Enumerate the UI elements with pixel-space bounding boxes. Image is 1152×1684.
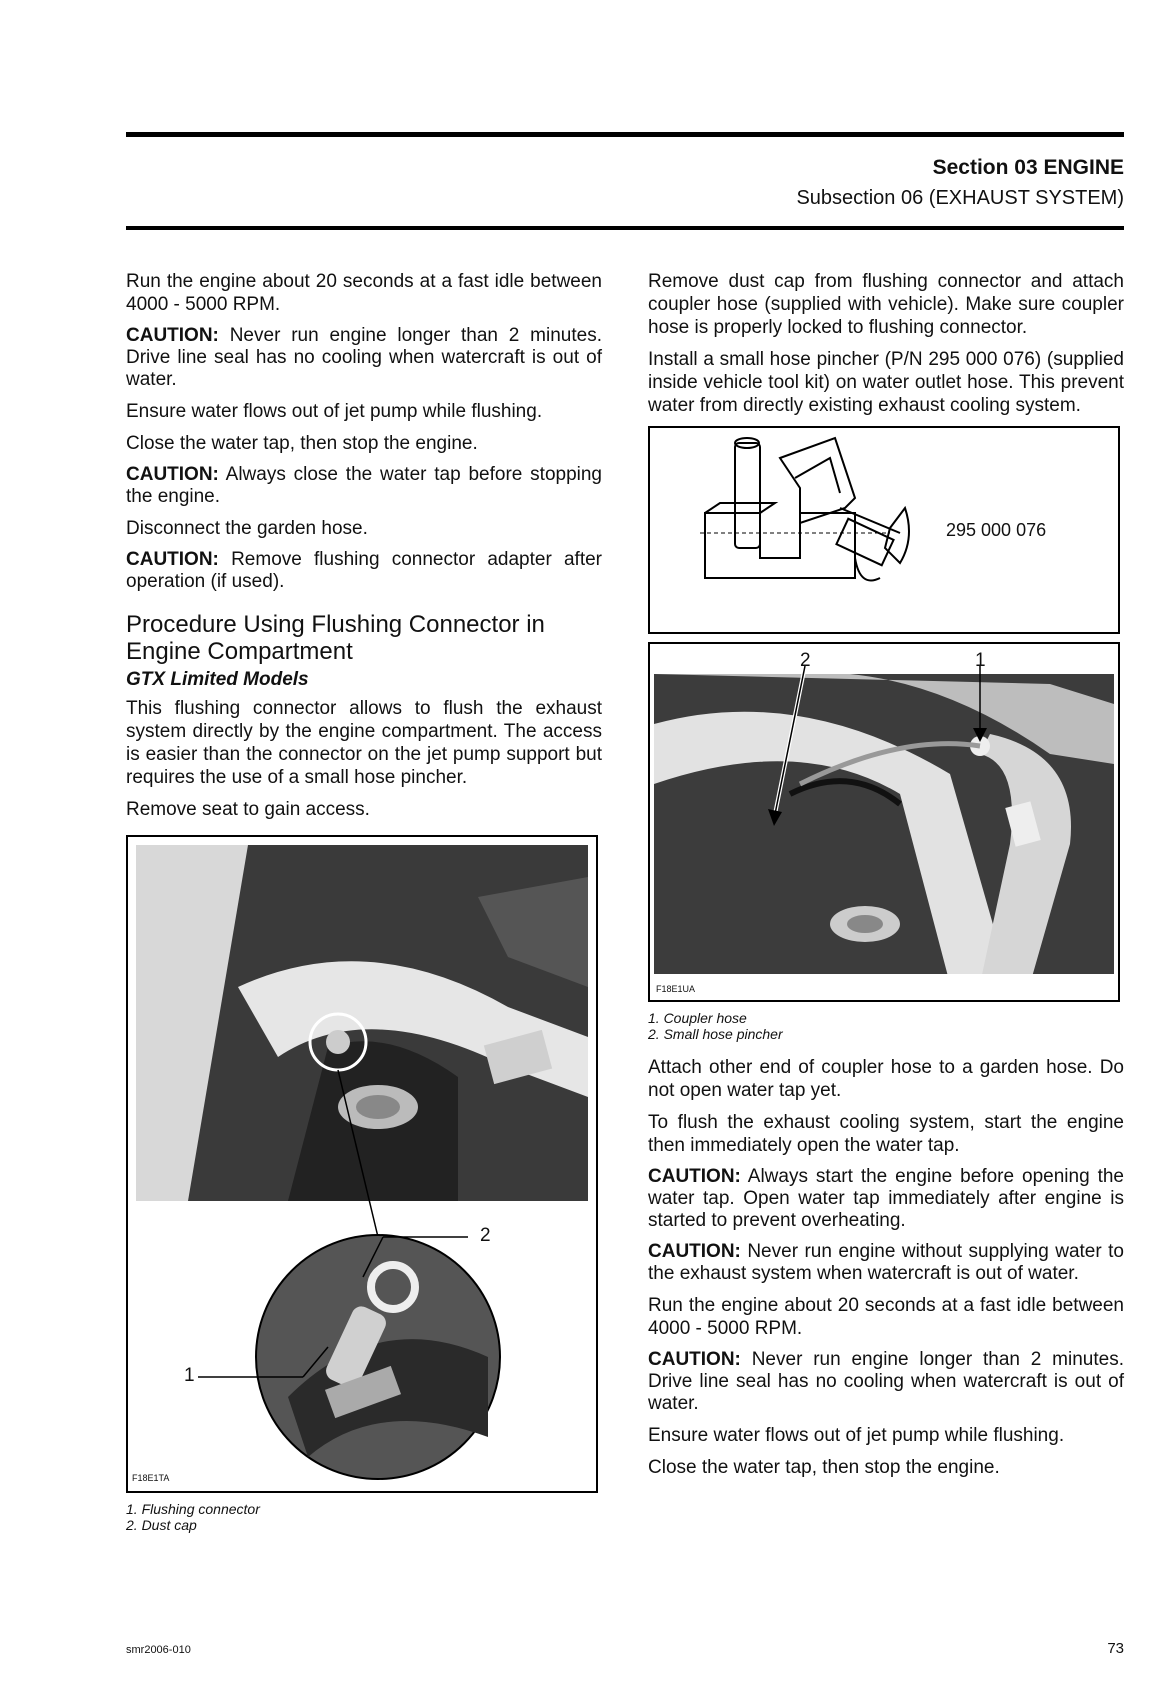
caution-text: Never run engine without supplying water to the exhaust system when watercraft is out of water.	[648, 1241, 1124, 1284]
caution-text: Never run engine longer than 2 minutes. Drive line seal has no cooling when watercraft is out of water.	[126, 325, 602, 390]
figure-callout-1: 1	[975, 650, 986, 671]
header-bottom-rule	[126, 226, 1124, 230]
paragraph: Close the water tap, then stop the engine.	[126, 433, 478, 454]
page-number: 73	[1107, 1640, 1124, 1657]
paragraph: Run the engine about 20 seconds at a fast idle between 4000 - 5000 RPM.	[648, 1295, 1124, 1339]
figure-legend	[126, 1501, 602, 1533]
caution-text: Always close the water tap before stopping the engine.	[126, 464, 602, 507]
caution-note	[648, 1166, 1124, 1232]
figure-legend	[648, 1010, 1124, 1042]
caution-text: Never run engine longer than 2 minutes. Drive line seal has no cooling when watercraft is out of water.	[648, 1349, 1124, 1414]
figure-callout-2: 2	[800, 650, 811, 671]
coupler-hose-figure	[648, 642, 1120, 1002]
document-code: smr2006-010	[126, 1644, 191, 1656]
header-top-rule	[126, 132, 1124, 137]
paragraph: Install a small hose pincher (P/N 295 000 076) (supplied inside vehicle tool kit) on water outlet hose. This prevent water from directly existing exhaust cooling system.	[648, 349, 1124, 416]
paragraph: Run the engine about 20 seconds at a fast idle between 4000 - 5000 RPM.	[126, 271, 602, 315]
caution-label: CAUTION:	[648, 1241, 741, 1262]
procedure-heading: Procedure Using Flushing Connector in Engine Compartment	[126, 611, 545, 665]
legend-item: 2. Small hose pincher	[648, 1026, 783, 1042]
flushing-connector-figure	[126, 835, 598, 1493]
hose-pincher-figure	[648, 426, 1120, 634]
paragraph: Disconnect the garden hose.	[126, 518, 368, 539]
paragraph: Ensure water flows out of jet pump while flushing.	[648, 1425, 1065, 1446]
paragraph: Ensure water flows out of jet pump while flushing.	[126, 401, 543, 422]
engine-compartment-photo	[128, 837, 596, 1491]
models-subheading: GTX Limited Models	[126, 669, 309, 690]
paragraph: To flush the exhaust cooling system, start the engine then immediately open the water tap.	[648, 1112, 1124, 1156]
caution-label: CAUTION:	[648, 1166, 741, 1187]
caution-label: CAUTION:	[648, 1349, 741, 1370]
caution-label: CAUTION:	[126, 325, 219, 346]
legend-item: 1. Flushing connector	[126, 1501, 260, 1517]
caution-note	[126, 549, 602, 593]
tool-part-number: 295 000 076	[946, 520, 1047, 540]
paragraph: Close the water tap, then stop the engine.	[648, 1457, 1000, 1478]
legend-item: 1. Coupler hose	[648, 1010, 747, 1026]
figure-callout-1: 1	[184, 1365, 195, 1386]
caution-label: CAUTION:	[126, 464, 219, 485]
figure-code: F18E1UA	[656, 984, 696, 994]
left-column	[126, 270, 602, 1547]
caution-note	[648, 1349, 1124, 1415]
hose-pincher-drawing	[650, 428, 1118, 632]
paragraph: This flushing connector allows to flush the exhaust system directly by the engine compartment. The access is easier than the connector on the jet pump support but requires the use of a small hose pincher.	[126, 698, 602, 788]
caution-text: Remove flushing connector adapter after operation (if used).	[126, 549, 602, 592]
figure-code: F18E1TA	[132, 1473, 170, 1483]
subsection-title: Subsection 06 (EXHAUST SYSTEM)	[796, 187, 1124, 209]
paragraph: Remove dust cap from flushing connector and attach coupler hose (supplied with vehicle). Make sure coupler hose is properly locked to flushing connector.	[648, 271, 1124, 338]
caution-text: Always start the engine before opening the water tap. Open water tap immediately after engine is started to prevent overheating.	[648, 1166, 1124, 1231]
caution-note	[126, 325, 602, 391]
legend-item: 2. Dust cap	[126, 1517, 197, 1533]
coupler-hose-photo	[650, 644, 1118, 1000]
right-column	[648, 270, 1124, 1488]
paragraph: Remove seat to gain access.	[126, 799, 370, 820]
caution-label: CAUTION:	[126, 549, 219, 570]
caution-note	[126, 464, 602, 508]
figure-callout-2: 2	[480, 1225, 491, 1246]
paragraph: Attach other end of coupler hose to a garden hose. Do not open water tap yet.	[648, 1057, 1124, 1101]
caution-note	[648, 1241, 1124, 1285]
section-title: Section 03 ENGINE	[932, 156, 1124, 179]
